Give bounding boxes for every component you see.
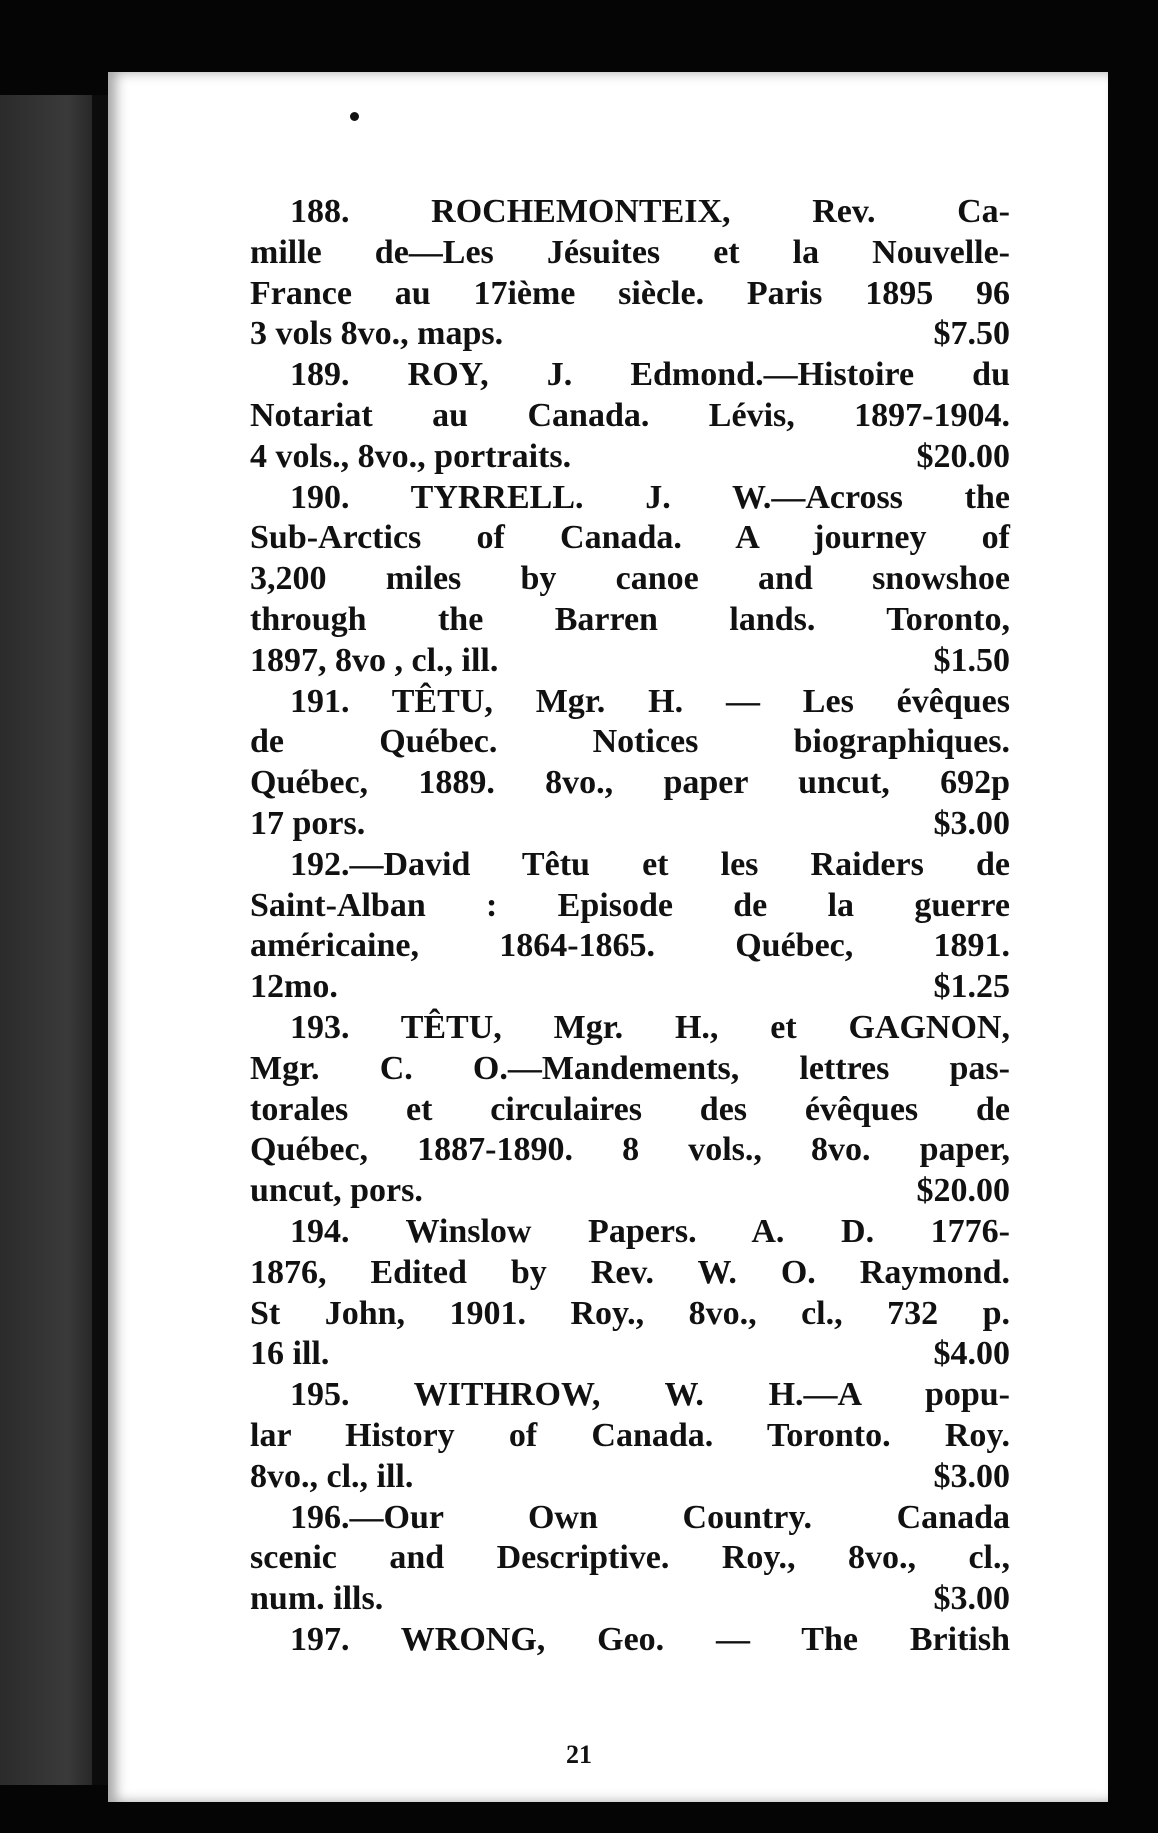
entry-final-line [250,967,1010,1008]
entry-heading-line: 189. ROY, J. Edmond.—Histoire du [290,356,1010,394]
entry-text-line: Notariat au Canada. Lévis, 1897-1904. [250,396,1010,434]
entry-text-line: Mgr. C. O.—Mandements, lettres pas- [250,1049,1010,1087]
catalog-entry [250,1620,1010,1661]
entry-final-line [250,1579,1010,1620]
entry-text-line: 1876, Edited by Rev. W. O. Raymond. [250,1253,1010,1291]
entry-text-line: Québec, 1887-1890. 8 vols., 8vo. paper, [250,1131,1010,1169]
entry-description-end: 17 pors. [250,804,366,842]
entry-text-line: through the Barren lands. Toronto, [250,600,1010,638]
entry-final-line [250,1171,1010,1212]
catalog-entry [250,682,1010,845]
entry-description-end: uncut, pors. [250,1172,423,1210]
entry-price: $1.25 [933,968,1010,1006]
catalog-entry [250,355,1010,477]
entry-heading-line: 195. WITHROW, W. H.—A popu- [290,1376,1010,1414]
catalog-entry [250,1008,1010,1212]
entry-text-line: de Québec. Notices biographiques. [250,723,1010,761]
entry-price: $1.50 [933,641,1010,679]
entry-description-end: 16 ill. [250,1335,330,1373]
entry-price: $3.00 [933,804,1010,842]
entry-heading-line: 193. TÊTU, Mgr. H., et GAGNON, [290,1008,1010,1046]
entry-description-end: 12mo. [250,968,338,1006]
entry-text-line: Québec, 1889. 8vo., paper uncut, 692p [250,764,1010,802]
entry-heading-line: 188. ROCHEMONTEIX, Rev. Ca- [290,193,1010,230]
catalog-entry [250,1498,1010,1620]
entry-text-line: France au 17ième siècle. Paris 1895 96 [250,274,1010,312]
entry-final-line [250,804,1010,845]
entry-text-line: mille de—Les Jésuites et la Nouvelle- [250,233,1010,271]
entry-description-end: 4 vols., 8vo., portraits. [250,437,572,475]
entry-description-end: num. ills. [250,1580,384,1618]
entry-text-line: 3,200 miles by canoe and snowshoe [250,560,1010,598]
catalog-entry [250,1375,1010,1497]
catalog-entry [250,192,1010,355]
entry-description-end: 3 vols 8vo., maps. [250,315,504,353]
entry-final-line [250,437,1010,478]
entry-heading-line: 194. Winslow Papers. A. D. 1776- [290,1212,1010,1250]
entry-price: $7.50 [933,315,1010,353]
entry-heading-line: 190. TYRRELL. J. W.—Across the [290,478,1010,516]
entry-text-line: scenic and Descriptive. Roy., 8vo., cl., [250,1539,1010,1577]
entry-final-line [250,314,1010,355]
catalog-entry [250,478,1010,682]
entry-text-line: lar History of Canada. Toronto. Roy. [250,1416,1010,1454]
entry-text-line: américaine, 1864-1865. Québec, 1891. [250,927,1010,965]
entry-price: $20.00 [916,1172,1010,1210]
entry-text-line: Sub-Arctics of Canada. A journey of [250,519,1010,557]
catalog-entry [250,845,1010,1008]
entry-price: $3.00 [933,1580,1010,1618]
entry-description-end: 8vo., cl., ill. [250,1457,414,1495]
entry-final-line [250,641,1010,682]
entry-price: $20.00 [916,437,1010,475]
entry-text-line: torales et circulaires des évêques de [250,1090,1010,1128]
entry-heading-line: 191. TÊTU, Mgr. H. — Les évêques [290,682,1010,720]
entry-description-end: 1897, 8vo , cl., ill. [250,641,499,679]
catalog-entry [250,1212,1010,1375]
entry-heading-line: 192.—David Têtu et les Raiders de [290,845,1010,883]
print-dot [350,112,359,121]
entry-price: $3.00 [933,1457,1010,1495]
entry-heading-line: 196.—Our Own Country. Canada [290,1498,1010,1536]
entry-text-line: Saint-Alban : Episode de la guerre [250,886,1010,924]
entry-price: $4.00 [933,1335,1010,1373]
entry-final-line [250,1334,1010,1375]
page-number: 21 [566,1740,592,1769]
entry-final-line [250,1457,1010,1498]
entry-text-line: St John, 1901. Roy., 8vo., cl., 732 p. [250,1294,1010,1332]
catalog-text [250,192,1010,1661]
entry-heading-line: 197. WRONG, Geo. — The British [290,1620,1010,1658]
